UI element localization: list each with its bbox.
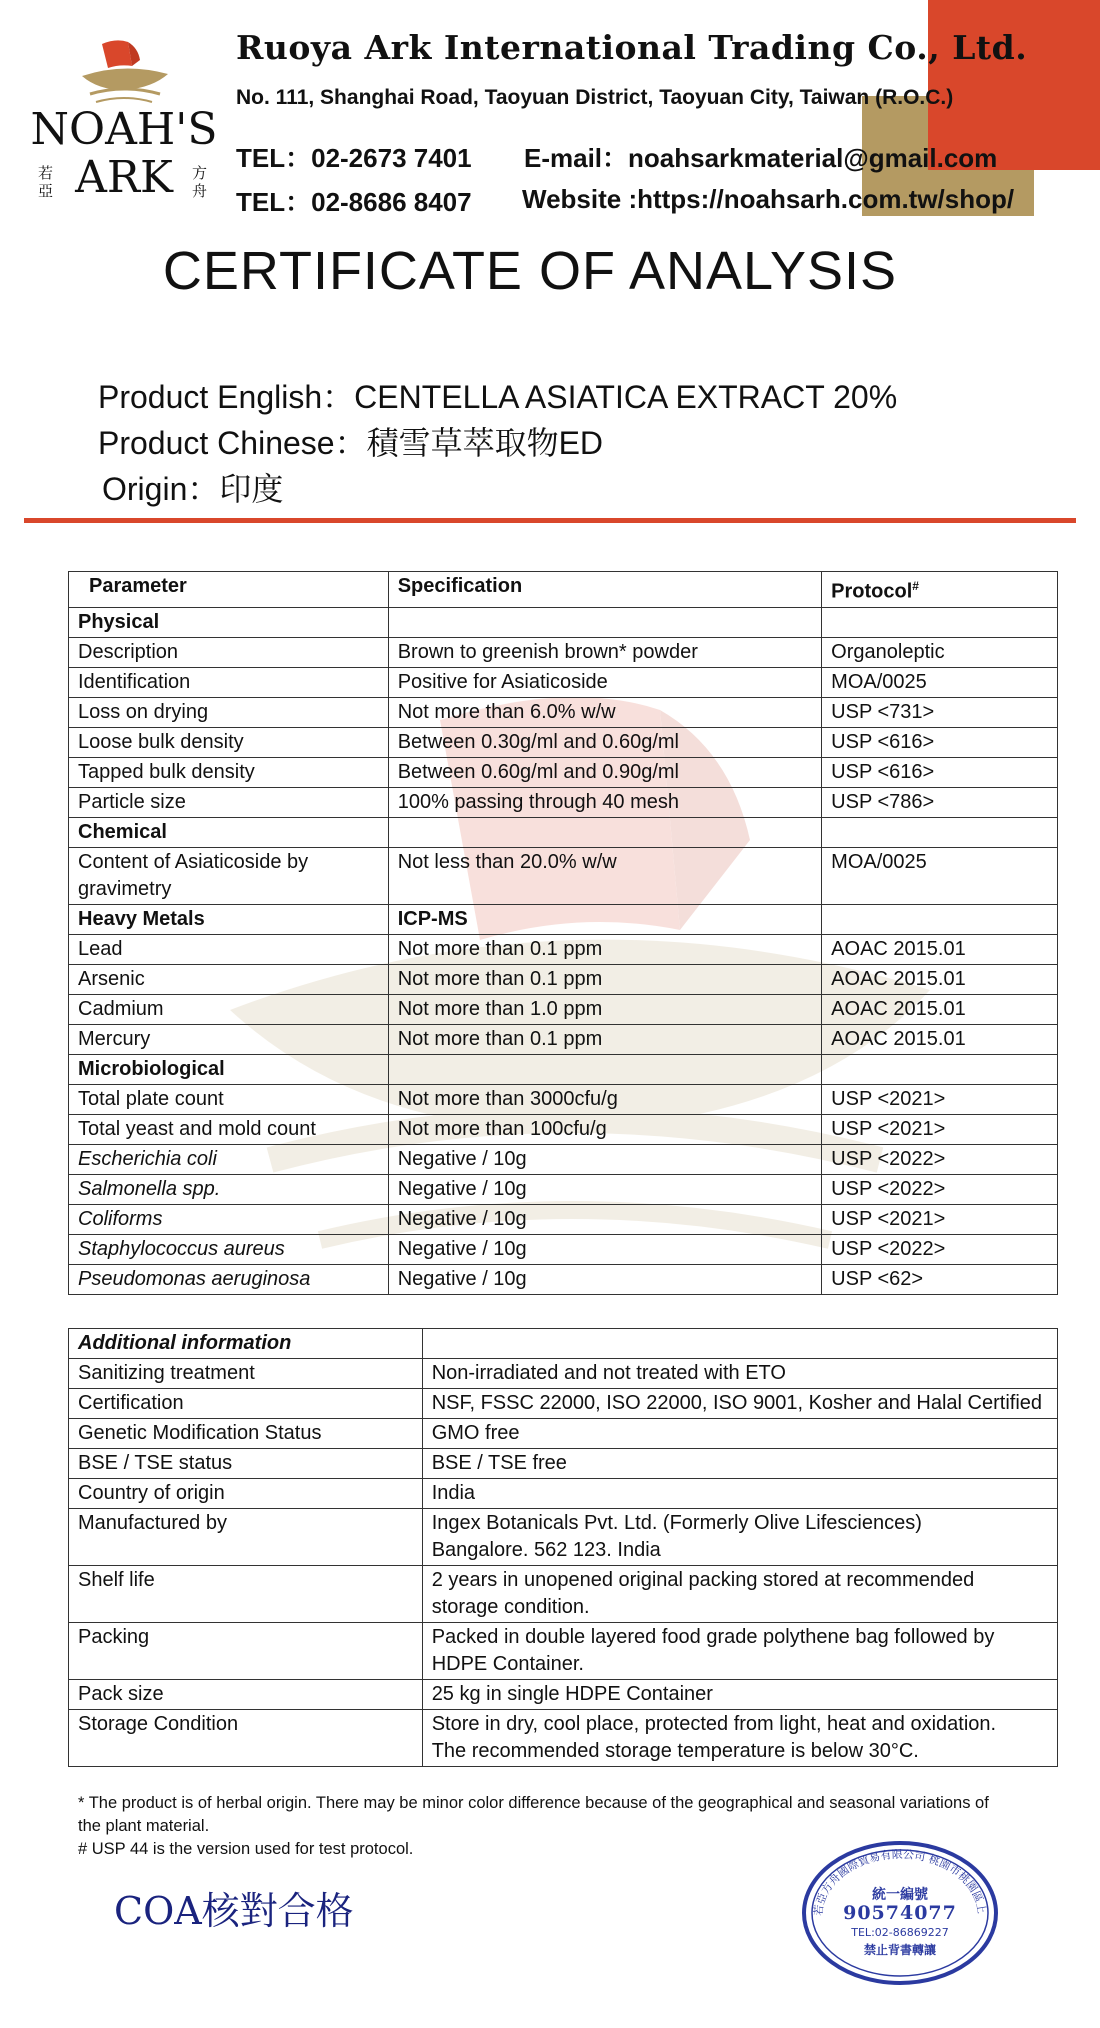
specification-cell: Brown to greenish brown* powder bbox=[388, 637, 821, 667]
additional-value: India bbox=[422, 1479, 1057, 1509]
specification-cell: ICP-MS bbox=[388, 904, 821, 934]
analysis-row bbox=[69, 697, 1058, 727]
additional-heading-empty bbox=[422, 1329, 1057, 1359]
protocol-cell: USP <62> bbox=[822, 1264, 1058, 1294]
protocol-cell: USP <2021> bbox=[822, 1204, 1058, 1234]
parameter-cell: Staphylococcus aureus bbox=[69, 1234, 389, 1264]
seal-label: 統一編號 bbox=[872, 1887, 928, 1903]
header-protocol: Protocol bbox=[831, 580, 913, 603]
phone-1: TEL：02-2673 7401 bbox=[236, 143, 472, 173]
parameter-cell: Total plate count bbox=[69, 1084, 389, 1114]
parameter-cell: Total yeast and mold count bbox=[69, 1114, 389, 1144]
parameter-cell: Identification bbox=[69, 667, 389, 697]
specification-cell: Not more than 100cfu/g bbox=[388, 1114, 821, 1144]
parameter-cell: Lead bbox=[69, 934, 389, 964]
specification-cell: Not more than 1.0 ppm bbox=[388, 994, 821, 1024]
additional-label: Shelf life bbox=[69, 1566, 423, 1623]
specification-cell: 100% passing through 40 mesh bbox=[388, 787, 821, 817]
additional-value: NSF, FSSC 22000, ISO 22000, ISO 9001, Kosher and Halal Certified bbox=[422, 1389, 1057, 1419]
analysis-row bbox=[69, 934, 1058, 964]
seal-ring-text: 若亞方舟國際貿易有限公司 桃園市桃園區上 bbox=[811, 1847, 989, 1917]
seal-tel: TEL:02-86869227 bbox=[851, 1926, 949, 1939]
section-title: Heavy Metals bbox=[69, 904, 389, 934]
specification-cell: Not more than 0.1 ppm bbox=[388, 1024, 821, 1054]
specification-cell: Not more than 0.1 ppm bbox=[388, 934, 821, 964]
specification-cell: Negative / 10g bbox=[388, 1144, 821, 1174]
specification-cell: Not more than 0.1 ppm bbox=[388, 964, 821, 994]
additional-label: Certification bbox=[69, 1389, 423, 1419]
protocol-cell: USP <2021> bbox=[822, 1114, 1058, 1144]
footnote-usp: # USP 44 is the version used for test protocol. bbox=[78, 1840, 414, 1858]
additional-label: Storage Condition bbox=[69, 1710, 423, 1767]
additional-label: BSE / TSE status bbox=[69, 1449, 423, 1479]
analysis-header-row bbox=[69, 572, 1058, 608]
additional-row bbox=[69, 1509, 1058, 1566]
header-specification: Specification bbox=[388, 572, 821, 608]
analysis-row bbox=[69, 667, 1058, 697]
analysis-row bbox=[69, 1174, 1058, 1204]
additional-header-row bbox=[69, 1329, 1058, 1359]
protocol-cell bbox=[822, 817, 1058, 847]
additional-value: Store in dry, cool place, protected from light, heat and oxidation. The recommended storage temperature is below 30°C. bbox=[422, 1710, 1057, 1767]
additional-value: 2 years in unopened original packing stored at recommended storage condition. bbox=[422, 1566, 1057, 1623]
additional-row bbox=[69, 1566, 1058, 1623]
protocol-cell: USP <616> bbox=[822, 727, 1058, 757]
product-origin: Origin：印度 bbox=[102, 471, 284, 507]
protocol-cell: USP <2022> bbox=[822, 1234, 1058, 1264]
section-row bbox=[69, 1054, 1058, 1084]
protocol-cell: MOA/0025 bbox=[822, 667, 1058, 697]
parameter-cell: Pseudomonas aeruginosa bbox=[69, 1264, 389, 1294]
protocol-footnote-mark: # bbox=[912, 579, 919, 593]
additional-label: Manufactured by bbox=[69, 1509, 423, 1566]
analysis-row bbox=[69, 1144, 1058, 1174]
section-row bbox=[69, 817, 1058, 847]
analysis-row bbox=[69, 787, 1058, 817]
analysis-row bbox=[69, 757, 1058, 787]
analysis-row bbox=[69, 964, 1058, 994]
protocol-cell bbox=[822, 607, 1058, 637]
section-title: Physical bbox=[69, 607, 389, 637]
email: E-mail：noahsarkmaterial@gmail.com bbox=[524, 143, 998, 173]
specification-cell: Negative / 10g bbox=[388, 1204, 821, 1234]
additional-label: Pack size bbox=[69, 1680, 423, 1710]
divider-line bbox=[24, 518, 1076, 523]
protocol-cell: USP <2022> bbox=[822, 1144, 1058, 1174]
specification-cell: Not more than 6.0% w/w bbox=[388, 697, 821, 727]
parameter-cell: Loose bulk density bbox=[69, 727, 389, 757]
parameter-cell: Content of Asiaticoside by gravimetry bbox=[69, 847, 389, 904]
protocol-cell: AOAC 2015.01 bbox=[822, 934, 1058, 964]
additional-row bbox=[69, 1359, 1058, 1389]
parameter-cell: Particle size bbox=[69, 787, 389, 817]
analysis-row bbox=[69, 637, 1058, 667]
analysis-row bbox=[69, 1024, 1058, 1054]
analysis-row bbox=[69, 994, 1058, 1024]
header-parameter: Parameter bbox=[69, 572, 389, 608]
additional-row bbox=[69, 1479, 1058, 1509]
logo-cn-left: 若亞 bbox=[38, 164, 54, 200]
additional-label: Genetic Modification Status bbox=[69, 1419, 423, 1449]
analysis-body bbox=[69, 607, 1058, 1294]
protocol-cell: AOAC 2015.01 bbox=[822, 1024, 1058, 1054]
additional-label: Sanitizing treatment bbox=[69, 1359, 423, 1389]
additional-value: 25 kg in single HDPE Container bbox=[422, 1680, 1057, 1710]
protocol-cell: USP <2021> bbox=[822, 1084, 1058, 1114]
additional-value: BSE / TSE free bbox=[422, 1449, 1057, 1479]
protocol-cell: MOA/0025 bbox=[822, 847, 1058, 904]
additional-row bbox=[69, 1419, 1058, 1449]
additional-label: Packing bbox=[69, 1623, 423, 1680]
specification-cell: Between 0.30g/ml and 0.60g/ml bbox=[388, 727, 821, 757]
header-protocol-cell bbox=[822, 572, 1058, 608]
analysis-table bbox=[68, 571, 1058, 1295]
coa-verified-stamp: COA核對合格 bbox=[114, 1889, 354, 1933]
additional-row bbox=[69, 1449, 1058, 1479]
specification-cell: Not more than 3000cfu/g bbox=[388, 1084, 821, 1114]
analysis-row bbox=[69, 1204, 1058, 1234]
company-address: No. 111, Shanghai Road, Taoyuan District, Taoyuan City, Taiwan (R.O.C.) bbox=[236, 86, 954, 109]
analysis-row bbox=[69, 1084, 1058, 1114]
additional-value: GMO free bbox=[422, 1419, 1057, 1449]
analysis-row bbox=[69, 1114, 1058, 1144]
specification-cell bbox=[388, 607, 821, 637]
parameter-cell: Coliforms bbox=[69, 1204, 389, 1234]
protocol-cell: USP <2022> bbox=[822, 1174, 1058, 1204]
logo-wordmark: NOAH'S ARK bbox=[30, 104, 218, 203]
additional-info-table bbox=[68, 1328, 1058, 1767]
analysis-row bbox=[69, 1264, 1058, 1294]
product-english: Product English：CENTELLA ASIATICA EXTRACT 20% bbox=[98, 379, 898, 415]
additional-row bbox=[69, 1710, 1058, 1767]
specification-cell: Between 0.60g/ml and 0.90g/ml bbox=[388, 757, 821, 787]
specification-cell: Negative / 10g bbox=[388, 1234, 821, 1264]
parameter-cell: Arsenic bbox=[69, 964, 389, 994]
additional-row bbox=[69, 1680, 1058, 1710]
additional-value: Non-irradiated and not treated with ETO bbox=[422, 1359, 1057, 1389]
specification-cell bbox=[388, 817, 821, 847]
specification-cell: Negative / 10g bbox=[388, 1264, 821, 1294]
parameter-cell: Mercury bbox=[69, 1024, 389, 1054]
specification-cell bbox=[388, 1054, 821, 1084]
additional-value: Packed in double layered food grade polythene bag followed by HDPE Container. bbox=[422, 1623, 1057, 1680]
protocol-cell: USP <616> bbox=[822, 757, 1058, 787]
protocol-cell bbox=[822, 904, 1058, 934]
specification-cell: Not less than 20.0% w/w bbox=[388, 847, 821, 904]
section-title: Chemical bbox=[69, 817, 389, 847]
protocol-cell: Organoleptic bbox=[822, 637, 1058, 667]
additional-row bbox=[69, 1623, 1058, 1680]
parameter-cell: Loss on drying bbox=[69, 697, 389, 727]
protocol-cell: USP <731> bbox=[822, 697, 1058, 727]
section-row bbox=[69, 607, 1058, 637]
additional-row bbox=[69, 1389, 1058, 1419]
seal-number: 90574077 bbox=[843, 1902, 957, 1924]
analysis-row bbox=[69, 847, 1058, 904]
specification-cell: Negative / 10g bbox=[388, 1174, 821, 1204]
additional-heading: Additional information bbox=[69, 1329, 423, 1359]
seal-note: 禁止背書轉讓 bbox=[863, 1943, 936, 1957]
additional-label: Country of origin bbox=[69, 1479, 423, 1509]
company-name: Ruoya Ark International Trading Co., Ltd. bbox=[236, 28, 1028, 67]
logo-cn-right: 方舟 bbox=[192, 164, 208, 200]
section-row bbox=[69, 904, 1058, 934]
phone-2: TEL：02-8686 8407 bbox=[236, 187, 472, 217]
protocol-cell: USP <786> bbox=[822, 787, 1058, 817]
parameter-cell: Cadmium bbox=[69, 994, 389, 1024]
website: Website :https://noahsarh.com.tw/shop/ bbox=[522, 184, 1015, 214]
analysis-row bbox=[69, 1234, 1058, 1264]
parameter-cell: Tapped bulk density bbox=[69, 757, 389, 787]
document-title: CERTIFICATE OF ANALYSIS bbox=[162, 241, 898, 301]
protocol-cell: AOAC 2015.01 bbox=[822, 994, 1058, 1024]
specification-cell: Positive for Asiaticoside bbox=[388, 667, 821, 697]
additional-body bbox=[69, 1359, 1058, 1767]
protocol-cell bbox=[822, 1054, 1058, 1084]
section-title: Microbiological bbox=[69, 1054, 389, 1084]
additional-value: Ingex Botanicals Pvt. Ltd. (Formerly Olive Lifesciences) Bangalore. 562 123. India bbox=[422, 1509, 1057, 1566]
parameter-cell: Salmonella spp. bbox=[69, 1174, 389, 1204]
company-logo bbox=[24, 36, 224, 216]
parameter-cell: Description bbox=[69, 637, 389, 667]
footnote-herbal: * The product is of herbal origin. There may be minor color difference because of the geographical and seasonal variations of bbox=[78, 1794, 989, 1812]
company-seal bbox=[800, 1838, 1000, 1988]
protocol-cell: AOAC 2015.01 bbox=[822, 964, 1058, 994]
analysis-row bbox=[69, 727, 1058, 757]
parameter-cell: Escherichia coli bbox=[69, 1144, 389, 1174]
footnote-herbal-cont: the plant material. bbox=[78, 1817, 210, 1835]
product-chinese: Product Chinese：積雪草萃取物ED bbox=[98, 425, 604, 461]
